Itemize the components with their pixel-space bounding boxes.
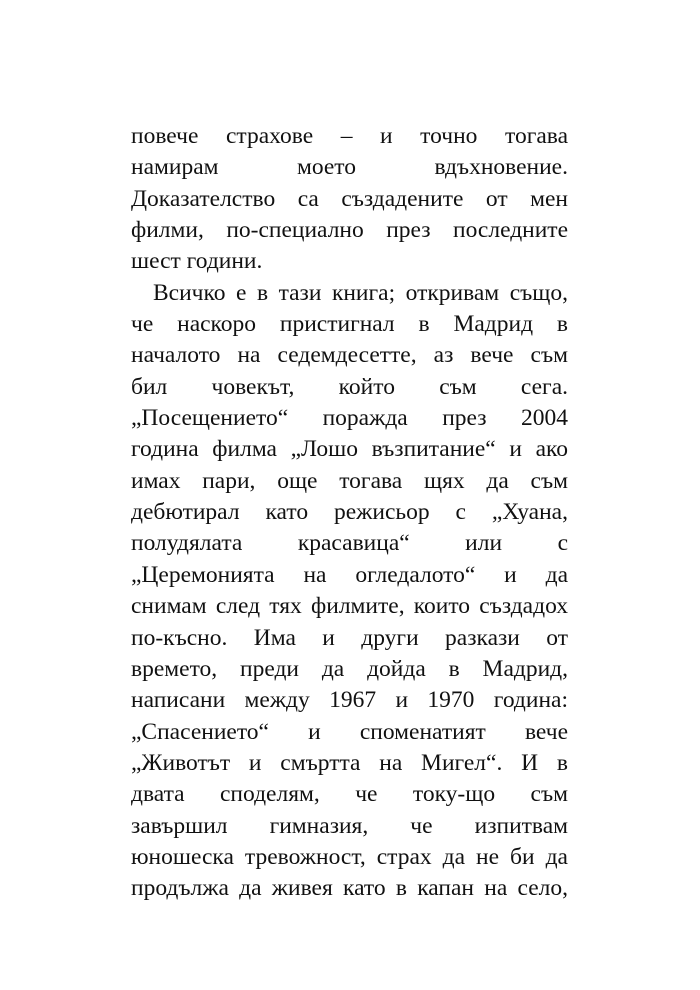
text-line: бил човекът, който съм сега. [131, 373, 568, 400]
text-line: „Церемонията на огледалото“ и да [131, 561, 568, 588]
text-line: по-късно. Има и други разкази от [131, 624, 568, 651]
text-line: Доказателство са създадените от мен [131, 185, 568, 212]
text-line: „Спасението“ и споменатият вече [131, 718, 568, 745]
text-line: намирам моето вдъхновение. [131, 154, 568, 181]
text-line: времето, преди да дойда в Мадрид, [131, 655, 568, 682]
text-line: написани между 1967 и 1970 година: [131, 687, 568, 714]
text-line: завършил гимназия, че изпитвам [131, 812, 568, 839]
text-line-paragraph-end: шест години. [131, 248, 263, 275]
body-text [131, 121, 568, 905]
text-line: година филма „Лошо възпитание“ и ако [131, 436, 568, 463]
text-line: филми, по-специално през последните [131, 217, 568, 244]
text-line: снимам след тях филмите, които създадох [131, 593, 568, 620]
text-line: полудялата красавица“ или с [131, 530, 568, 557]
text-line: имах пари, още тогава щях да съм [131, 467, 568, 494]
text-line: „Животът и смъртта на Мигел“. И в [131, 749, 568, 776]
text-line: продължа да живея като в капан на село, [131, 875, 568, 902]
text-line: началото на седемдесетте, аз вече съм [131, 342, 568, 369]
text-line-paragraph-start: Всичко е в тази книга; откривам също, [153, 279, 568, 306]
text-line: юношеска тревожност, страх да не би да [131, 843, 568, 870]
text-line: „Посещението“ поражда през 2004 [131, 405, 568, 432]
text-line: дебютирал като режисьор с „Хуана, [131, 499, 568, 526]
text-line: двата споделям, че току-що съм [131, 781, 568, 808]
text-line: че наскоро пристигнал в Мадрид в [131, 311, 568, 338]
text-line: повече страхове – и точно тогава [131, 123, 568, 149]
